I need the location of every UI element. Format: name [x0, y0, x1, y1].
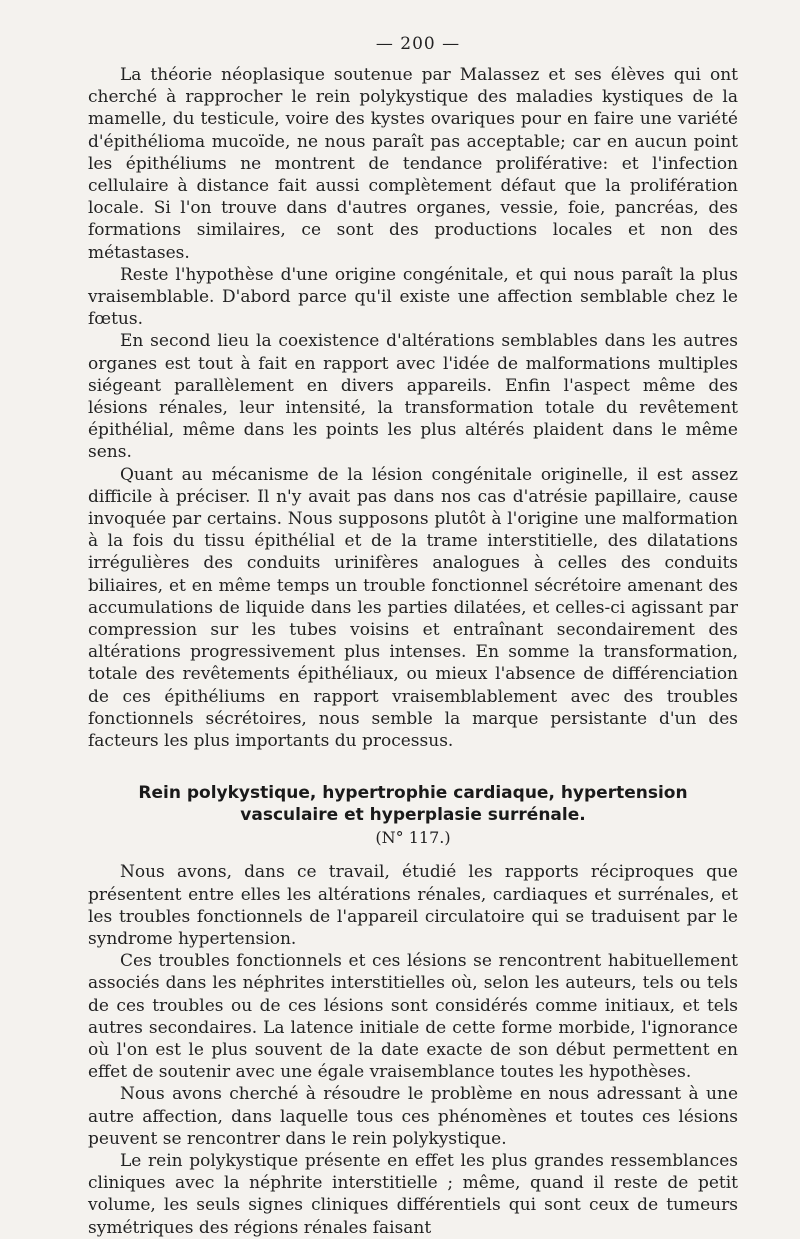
section-polycystic-kidney — [88, 861, 738, 1238]
paragraph: Le rein polykystique présente en effet les plus grandes ressemblances cliniques avec la néphrite interstitielle ; même, quand il reste de petit volume, les seuls signes cliniques différentiels qui sont ceux de tumeurs symétriques des régions rénales faisant — [88, 1150, 738, 1238]
paragraph: En second lieu la coexistence d'altérations semblables dans les autres organes est tout à fait en rapport avec l'idée de malformations multiples siégeant parallèlement en divers appareils. Enfin l'aspect même des lésions rénales, leur intensité, la transformation totale du revêtement épithélial, même dans les points les plus altérés plaident dans le même sens. — [88, 331, 738, 463]
section-heading-line-1: Rein polykystique, hypertrophie cardiaque, hypertension — [138, 783, 688, 804]
section-heading-line-2: vasculaire et hyperplasie surrénale. — [240, 805, 586, 826]
paragraph: Nous avons cherché à résoudre le problème en nous adressant à une autre affection, dans laquelle tous ces phénomènes et toutes ces lésions peuvent se rencontrer dans le rein polykystique. — [88, 1084, 738, 1149]
paragraph: La théorie néoplasique soutenue par Malassez et ses élèves qui ont cherché à rapprocher le rein polykystique des maladies kystiques de la mamelle, du testicule, voire des kystes ovariques pour en faire une variété d'épithélioma mucoïde, ne nous paraît pas acceptable; car en aucun point les épithéliums ne montrent de tendance proliférative: et l'infection cellulaire à distance fait aussi complètement défaut que la prolifération locale. Si l'on trouve dans d'autres organes, vessie, foie, pancréas, des formations similaires, ce sont des productions locales et non des métastases. — [88, 65, 738, 263]
section-heading — [88, 782, 738, 826]
page-number: — 200 — — [375, 34, 461, 54]
section-neoplastic-theory — [88, 64, 738, 752]
paragraph: Quant au mécanisme de la lésion congénitale originelle, il est assez difficile à préciser. Il n'y avait pas dans nos cas d'atrésie papillaire, cause invoquée par certains. Nous supposons plutôt à l'origine une malformation à la fois du tissu épithélial et de la trame interstitielle, des dilatations irrégulières des conduits urinifères analogues à celles des conduits biliaires, et en même temps un trouble fonctionnel sécrétoire amenant des accumulations de liquide dans les parties dilatées, et celles-ci agissant par compression sur les tubes voisins et entraînant secondairement des altérations progressivement plus intenses. En somme la transformation, totale des revêtements épithéliaux, ou mieux l'absence de différenciation de ces épithéliums en rapport vraisemblablement avec des troubles fonctionnels sécrétoires, nous semble la marque persistante d'un des facteurs les plus importants du processus. — [88, 464, 738, 752]
paragraph: Reste l'hypothèse d'une origine congénitale, et qui nous paraît la plus vraisemblable. D'abord parce qu'il existe une affection semblable chez le fœtus. — [88, 264, 738, 330]
paragraph: Nous avons, dans ce travail, étudié les rapports réciproques que présentent entre elles les altérations rénales, cardiaques et surrénales, et les troubles fonctionnels de l'appareil circulatoire qui se traduisent par le syndrome hypertension. — [88, 862, 738, 949]
section-reference-number: (N° 117.) — [375, 828, 451, 848]
paragraph: Ces troubles fonctionnels et ces lésions se rencontrent habituellement associés dans les néphrites interstitielles où, selon les auteurs, tels ou tels de ces troubles ou de ces lésions sont considérés comme initiaux, et tels autres secondaires. La latence initiale de cette forme morbide, l'ignorance où l'on est le plus souvent de la date exacte de son début permettent en effet de soutenir avec une égale vraisemblance toutes les hypothèses. — [88, 951, 738, 1083]
